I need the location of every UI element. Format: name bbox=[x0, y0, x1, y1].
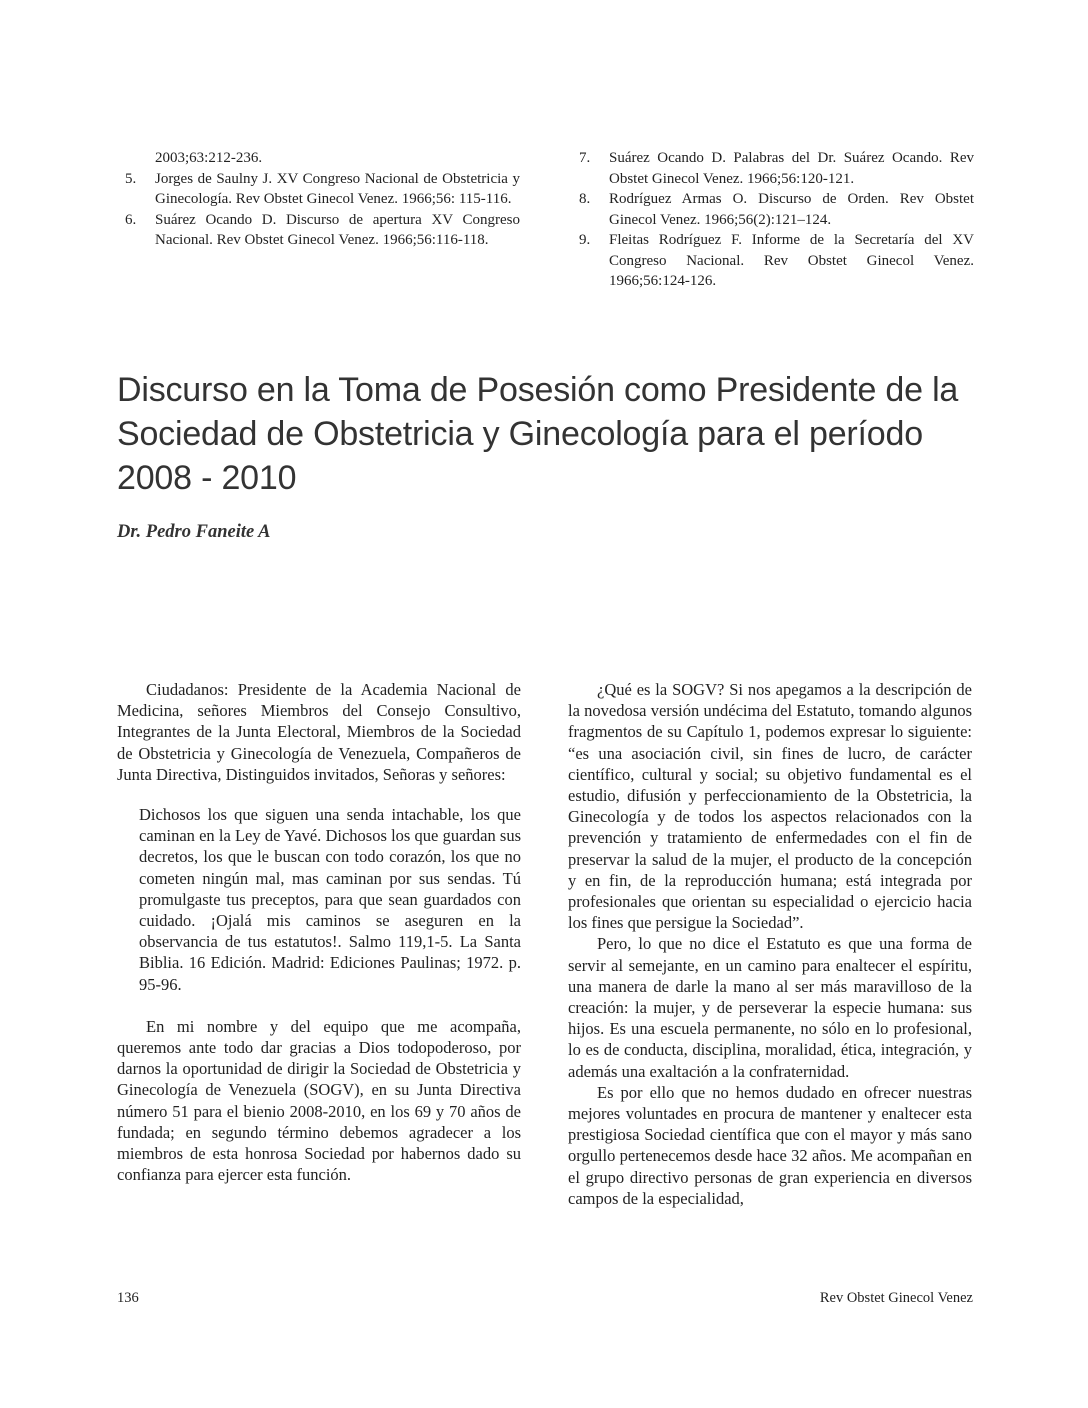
article-title: Discurso en la Toma de Posesión como Presidente de la Sociedad de Obstetricia y Ginecología para el período 2008 - 2010 bbox=[117, 371, 959, 497]
reference-text: Jorges de Saulny J. XV Congreso Nacional de Obstetricia y Ginecología. Rev Obstet Ginecol Venez. 1966;56: 115-116. bbox=[155, 170, 520, 207]
block-quote: Dichosos los que siguen una senda intachable, los que caminan en la Ley de Yavé. Dichosos los que guardan sus decretos, los que le buscan con todo corazón, los que no cometen ningún mal, mas caminan por sus sendas. Tú promulgaste tus preceptos, para que sean guardados con cuidado. ¡Ojalá mis caminos se aseguren en la observancia de tus estatutos!. Salmo 119,1-5. La Santa Biblia. 16 Edición. Madrid: Ediciones Paulinas; 1972. p. 95-96. bbox=[139, 805, 521, 994]
body-column-right bbox=[568, 679, 972, 1209]
paragraph: Pero, lo que no dice el Estatuto es que una forma de servir al semejante, en un camino para enaltecer el espíritu, una manera de darle la mano al ser más maravilloso de la creación: la mujer, y de perseverar la especie humana: sus hijos. Es una escuela permanente, no sólo en lo profesional, lo es de conducta, disciplina, moralidad, ética, integración, y además una exaltación a la confraternidad. bbox=[568, 934, 972, 1081]
reference-item bbox=[574, 189, 974, 230]
reference-number: 8. bbox=[579, 191, 591, 207]
reference-item bbox=[574, 148, 974, 189]
references-left bbox=[120, 148, 520, 251]
reference-item bbox=[120, 148, 520, 169]
reference-item bbox=[574, 230, 974, 292]
reference-number: 9. bbox=[579, 232, 591, 248]
article-author: Dr. Pedro Faneite A bbox=[117, 522, 271, 542]
reference-text: Rodríguez Armas O. Discurso de Orden. Rev Obstet Ginecol Venez. 1966;56(2):121–124. bbox=[609, 191, 974, 228]
page-number: 136 bbox=[117, 1290, 139, 1306]
paragraph: Ciudadanos: Presidente de la Academia Nacional de Medicina, señores Miembros del Consejo Consultivo, Integrantes de la Junta Electoral, Miembros de la Sociedad de Obstetricia y Ginecología de Venezuela, Compañeros de Junta Directiva, Distinguidos invitados, Señoras y señores: bbox=[117, 680, 521, 784]
body-column-left bbox=[117, 679, 521, 1185]
reference-text: 2003;63:212-236. bbox=[155, 150, 263, 166]
reference-number: 6. bbox=[125, 211, 137, 228]
reference-text: Suárez Ocando D. Discurso de apertura XV Congreso Nacional. Rev Obstet Ginecol Venez. 1966;56:116-118. bbox=[155, 211, 520, 248]
reference-number: 7. bbox=[579, 150, 591, 166]
reference-item bbox=[120, 210, 520, 251]
reference-item bbox=[120, 169, 520, 210]
journal-name: Rev Obstet Ginecol Venez bbox=[819, 1290, 973, 1306]
paragraph: ¿Qué es la SOGV? Si nos apegamos a la descripción de la novedosa versión undécima del Estatuto, tomando algunos fragmentos de su Capítulo 1, podemos expresar lo siguiente: “es una asociación civil, sin fines de lucro, de carácter científico, cultural y social; su objetivo fundamental es el estudio, difusión y perfeccionamiento de la Obstetricia, la Ginecología y de todos los aspectos relacionados con la prevención y tratamiento de enfermedades con el fin de preservar la salud de la mujer, el producto de la concepción y en fin, de la reproducción humana; está integrada por profesionales que orientan su especialidad o ejercicio hacia los fines que persigue la Sociedad”. bbox=[568, 680, 972, 933]
reference-text: Suárez Ocando D. Palabras del Dr. Suárez Ocando. Rev Obstet Ginecol Venez. 1966;56:120-121. bbox=[609, 150, 974, 187]
paragraph: En mi nombre y del equipo que me acompaña, queremos ante todo dar gracias a Dios todopoderoso, por darnos la oportunidad de dirigir la Sociedad de Obstetricia y Ginecología de Venezuela (SOGV), en su Junta Directiva número 51 para el bienio 2008-2010, en los 69 y 70 años de fundada; en segundo término debemos agradecer a los miembros de esta honrosa Sociedad por habernos dado su confianza para ejercer esta función. bbox=[117, 1016, 521, 1185]
reference-number: 5. bbox=[125, 170, 137, 187]
reference-text: Fleitas Rodríguez F. Informe de la Secretaría del XV Congreso Nacional. Rev Obstet Ginecol Venez. 1966;56:124-126. bbox=[609, 232, 974, 289]
paragraph: Es por ello que no hemos dudado en ofrecer nuestras mejores voluntades en procura de mantener y enaltecer esta prestigiosa Sociedad científica que con el mayor y más sano orgullo pertenecemos desde hace 32 años. Me acompañan en el grupo directivo personas de gran experiencia en diversos campos de la especialidad, bbox=[568, 1082, 972, 1208]
references-right bbox=[574, 148, 974, 292]
